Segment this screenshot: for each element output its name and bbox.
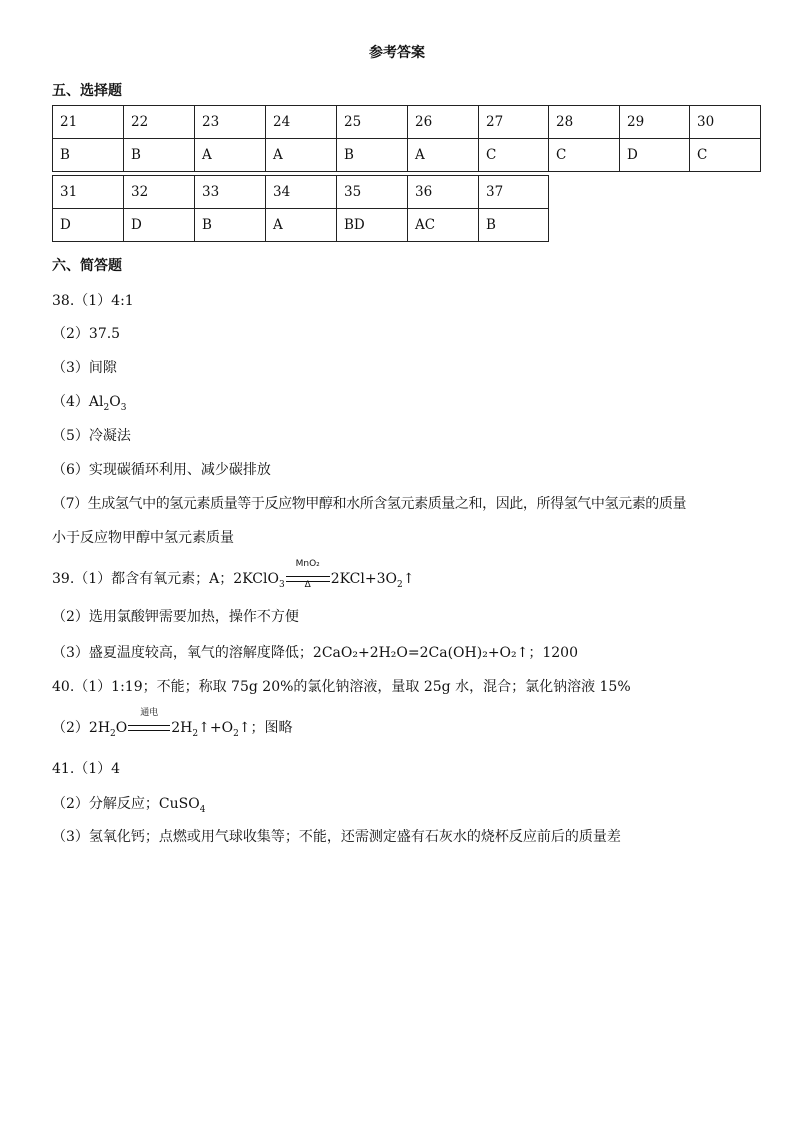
answer-cell: B [53, 139, 124, 172]
answer-cell: B [195, 209, 266, 242]
answer-line: （3）盛夏温度较高，氧气的溶解度降低；2CaO₂+2H₂O=2Ca(OH)₂+O₂↑；1200 [52, 645, 578, 661]
subscript: 2 [192, 728, 199, 739]
catalyst-label: MnO₂ [295, 559, 320, 569]
answer-text: 2H [171, 720, 193, 736]
page-title: 参考答案 [369, 45, 425, 61]
answer-line: （6）实现碳循环利用、减少碳排放 [52, 462, 271, 478]
answer-cell: D [53, 209, 124, 242]
heat-symbol: Δ [304, 580, 311, 590]
subscript: 2 [233, 728, 239, 739]
question-number: 31 [53, 176, 124, 209]
answer-line: 41.（1）4 [52, 761, 121, 777]
question-number: 24 [266, 106, 337, 139]
question-number: 35 [337, 176, 408, 209]
answer-line: （2）选用氯酸钾需要加热，操作不方便 [52, 609, 299, 625]
question-number: 37 [479, 176, 549, 209]
question-number: 32 [124, 176, 195, 209]
question-number: 26 [408, 106, 479, 139]
answer-text: ↑ [402, 571, 415, 587]
question-number: 29 [620, 106, 690, 139]
answer-cell: B [479, 209, 549, 242]
answer-text: （4）Al [52, 394, 104, 410]
table-row-answers [53, 209, 549, 242]
answer-line: （2）37.5 [52, 326, 121, 342]
answer-cell: C [479, 139, 549, 172]
question-number: 34 [266, 176, 337, 209]
question-number: 25 [337, 106, 408, 139]
answer-text: O [115, 720, 128, 736]
subscript: 2 [103, 402, 110, 413]
answer-cell: B [124, 139, 195, 172]
answer-line [52, 559, 415, 590]
table-row-numbers [53, 106, 761, 139]
answer-cell: BD [337, 209, 408, 242]
answer-table-1 [52, 105, 761, 172]
subscript: 2 [110, 728, 116, 739]
answer-cell: C [549, 139, 620, 172]
answer-text: ↑+O [198, 720, 234, 736]
table-row-numbers [53, 176, 549, 209]
answer-cell: A [266, 139, 337, 172]
answer-text: （2）2H [52, 720, 111, 736]
question-number: 23 [195, 106, 266, 139]
answer-text: （2）分解反应；CuSO [52, 796, 200, 812]
answer-line: （7）生成氢气中的氢元素质量等于反应物甲醇和水所含氢元素质量之和，因此，所得氢气中氢元素的质量 [52, 496, 687, 512]
answer-line: （3）间隙 [52, 360, 117, 376]
answer-line [52, 708, 293, 739]
subscript: 3 [120, 402, 127, 413]
question-number: 30 [690, 106, 761, 139]
question-number: 28 [549, 106, 620, 139]
question-number: 27 [479, 106, 549, 139]
answer-cell: AC [408, 209, 479, 242]
electrolysis-label: 通电 [140, 708, 159, 718]
answer-line [52, 793, 205, 815]
answer-line: （5）冷凝法 [52, 428, 131, 444]
equals-bar [128, 725, 170, 731]
question-number: 22 [124, 106, 195, 139]
question-number: 21 [53, 106, 124, 139]
answer-text: O [109, 394, 121, 410]
answer-text: 2KCl+3O [330, 571, 397, 587]
section-heading-short-answer: 六、简答题 [52, 258, 122, 274]
subscript: 4 [199, 804, 206, 815]
answer-text: 39.（1）都含有氧元素；A；2KClO [52, 571, 279, 587]
question-number: 33 [195, 176, 266, 209]
subscript: 3 [278, 579, 285, 590]
answer-cell: A [266, 209, 337, 242]
answer-cell: C [690, 139, 761, 172]
answer-table-2 [52, 175, 549, 242]
question-number: 36 [408, 176, 479, 209]
answer-cell: D [620, 139, 690, 172]
answer-line: 小于反应物甲醇中氢元素质量 [52, 530, 234, 546]
reaction-condition [286, 559, 330, 590]
answer-line: 40.（1）1:19；不能；称取 75g 20%的氯化钠溶液，量取 25g 水，混合；氯化钠溶液 15% [52, 679, 631, 695]
answer-cell: B [337, 139, 408, 172]
answer-text: ↑；图略 [238, 720, 293, 736]
answer-cell: D [124, 209, 195, 242]
section-heading-choice: 五、选择题 [52, 83, 122, 99]
answer-line: 38.（1）4:1 [52, 293, 134, 309]
answer-cell: A [195, 139, 266, 172]
answer-cell: A [408, 139, 479, 172]
answer-line [52, 391, 126, 413]
table-row-answers [53, 139, 761, 172]
answer-line: （3）氢氧化钙；点燃或用气球收集等；不能，还需测定盛有石灰水的烧杯反应前后的质量差 [52, 829, 621, 845]
subscript: 2 [396, 579, 403, 590]
reaction-condition [128, 708, 170, 736]
